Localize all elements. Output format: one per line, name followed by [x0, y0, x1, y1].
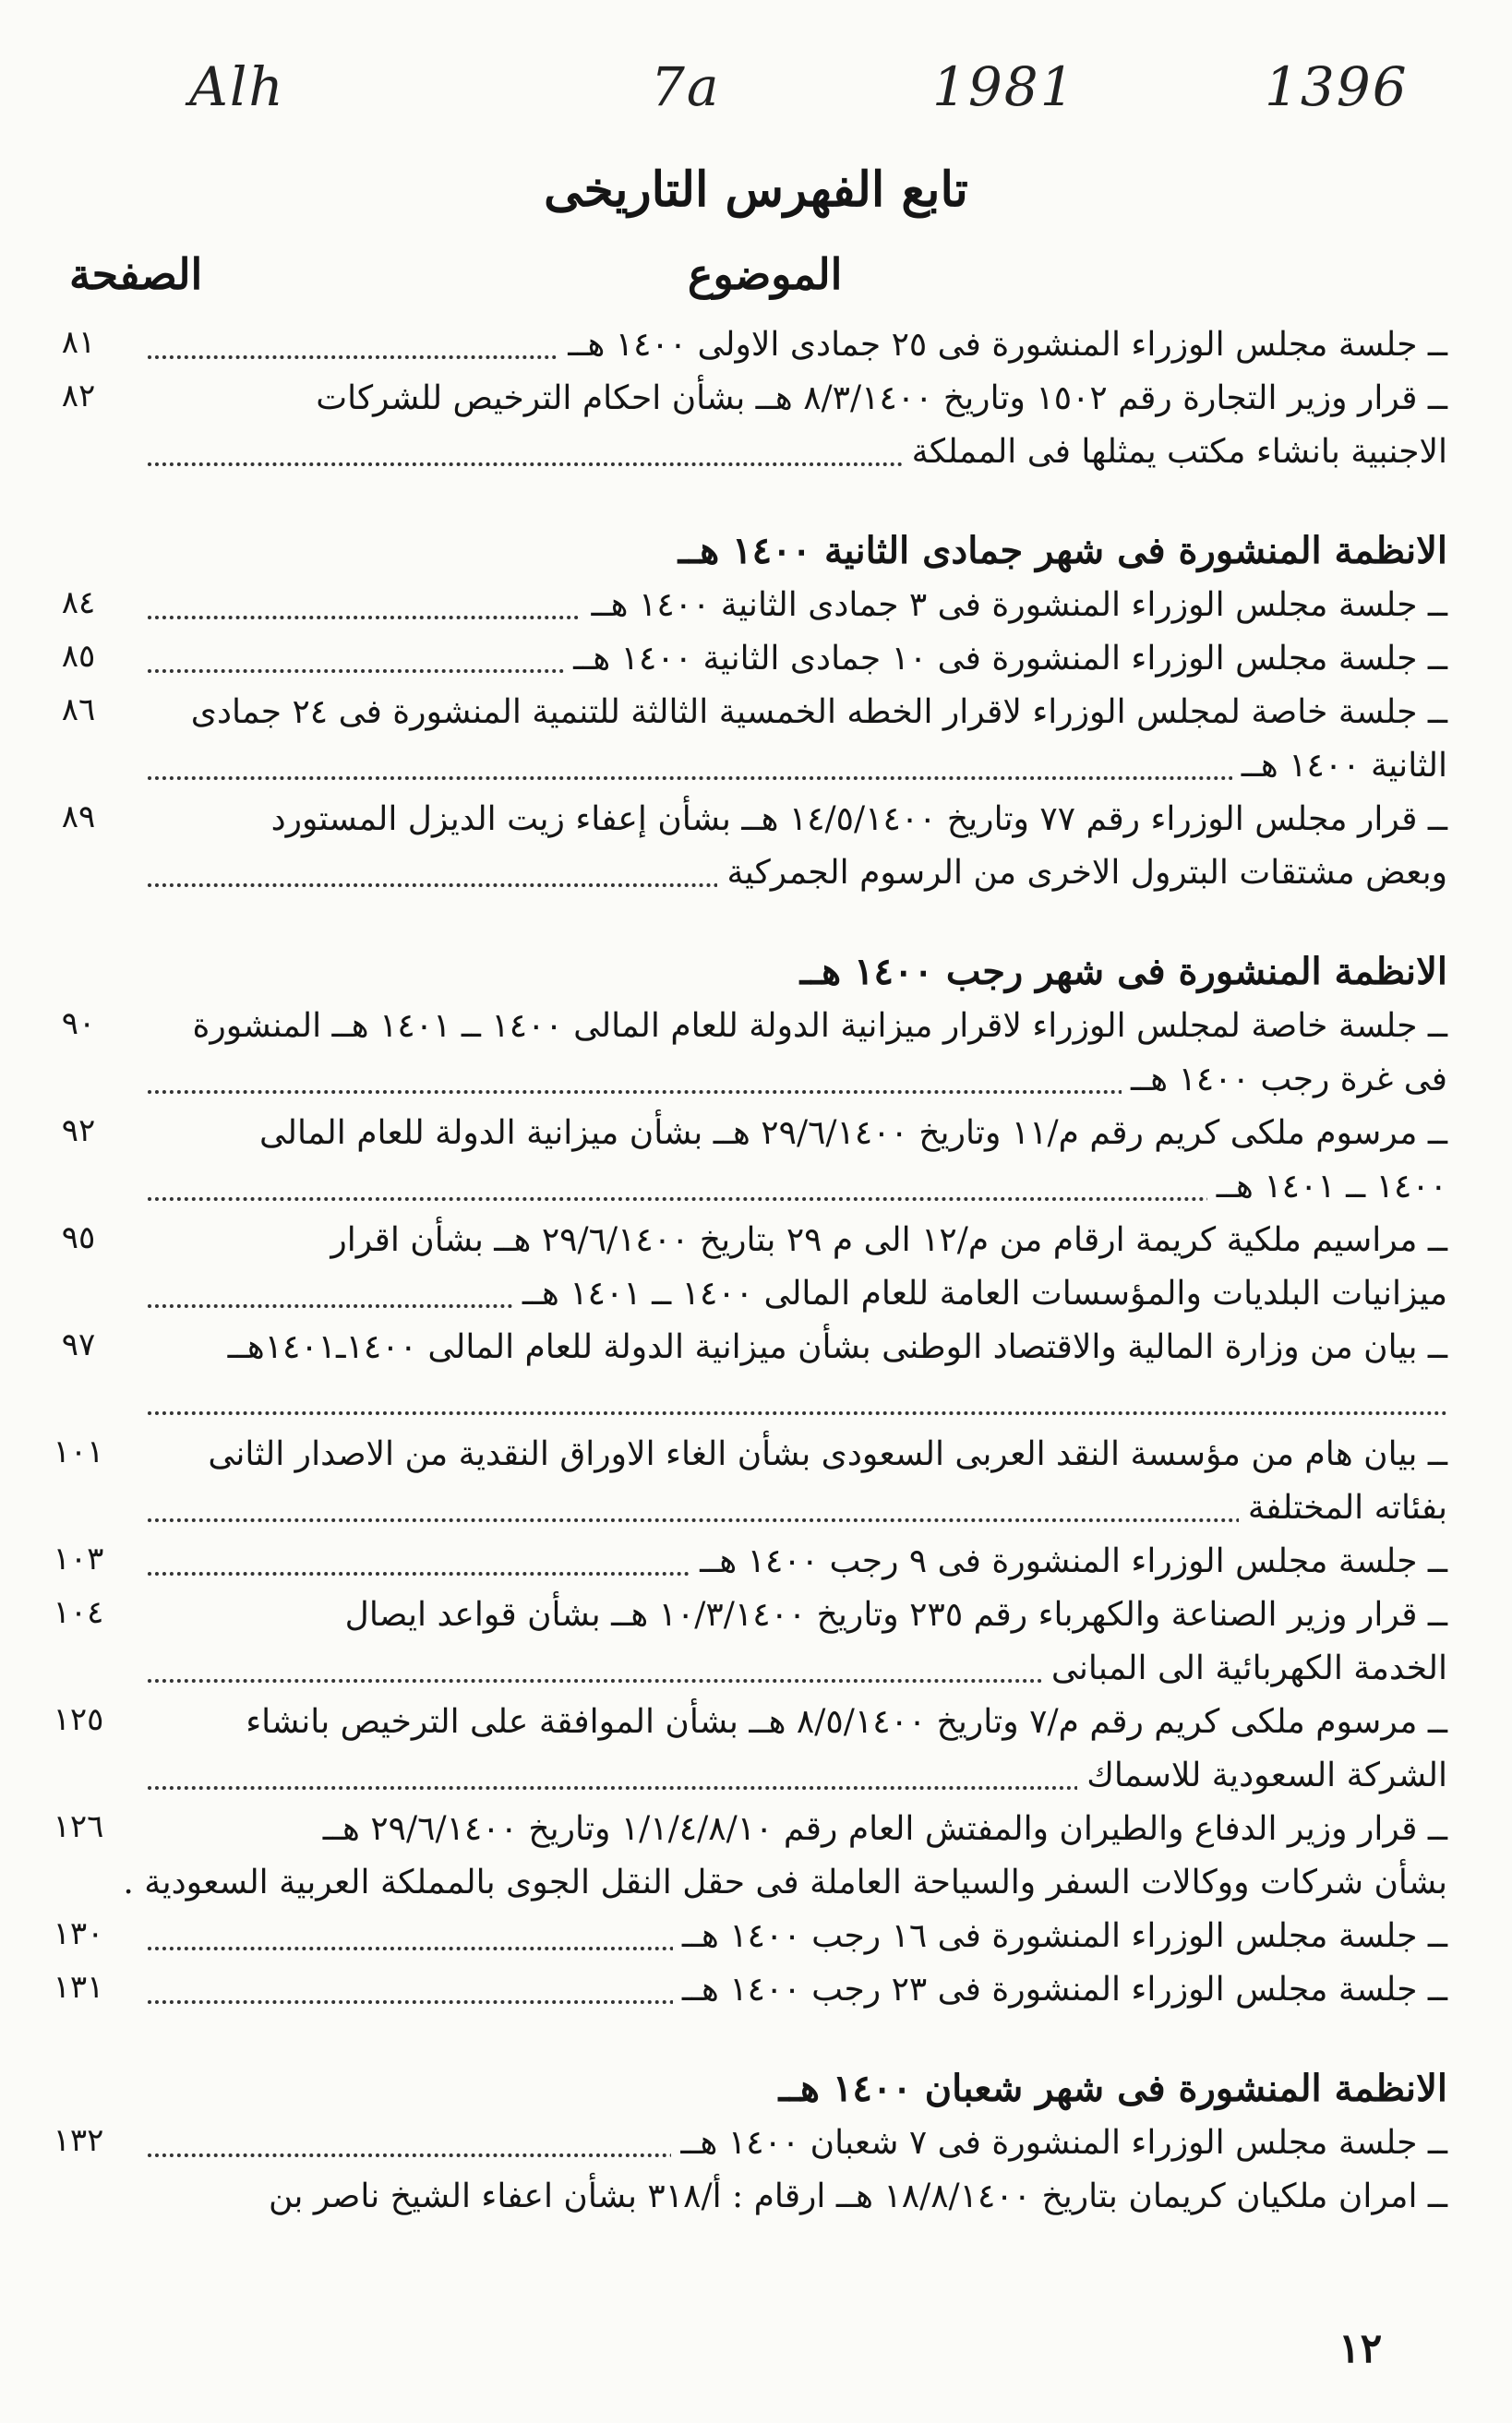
- index-entry: [0, 372, 1512, 479]
- entry-text: ــ قرار وزير الصناعة والكهرباء رقم ٢٣٥ وتاريخ ١٠/٣/١٤٠٠ هــ بشأن قواعد ايصال: [344, 1596, 1447, 1634]
- entry-text: ــ جلسة مجلس الوزراء المنشورة فى ١٦ رجب ١٤٠٠ هــ: [673, 1910, 1447, 1963]
- index-entry: [0, 1963, 1512, 2017]
- entry-text: ــ قرار مجلس الوزراء رقم ٧٧ وتاريخ ١٤/٥/١٤٠٠ هــ بشأن إعفاء زيت الديزل المستورد: [270, 800, 1447, 838]
- index-section: [0, 2061, 1512, 2224]
- index-entry: [0, 793, 1512, 900]
- entry-text: ــ جلسة مجلس الوزراء المنشورة فى ٩ رجب ١٤٠٠ هــ: [690, 1535, 1447, 1589]
- entry-text: ــ بيان من وزارة المالية والاقتصاد الوطنى بشأن ميزانية الدولة للعام المالى ١٤٠٠ـ١٤٠١هــ: [227, 1328, 1447, 1366]
- entry-page-number: ٩٧: [61, 1326, 96, 1363]
- entry-page-number: ٩٠: [61, 1005, 96, 1042]
- entry-page-number: ٩٢: [61, 1112, 96, 1149]
- index-entry: [0, 632, 1512, 686]
- entry-text: ١٤٠٠ ــ ١٤٠١ هــ: [1207, 1160, 1447, 1214]
- entry-page-number: ١٢٦: [53, 1808, 104, 1845]
- entry-text: بفئاته المختلفة: [1239, 1481, 1447, 1535]
- handwritten-annotation: 1981: [932, 55, 1076, 118]
- index-section: [0, 944, 1512, 2017]
- entry-text: ــ جلسة خاصة لمجلس الوزراء لاقرار الخطه الخمسية الثالثة للتنمية المنشورة فى ٢٤ جمادى: [190, 693, 1447, 731]
- section-heading: الانظمة المنشورة فى شهر شعبان ١٤٠٠ هــ: [778, 2067, 1447, 2110]
- entry-page-number: ١٣١: [53, 1969, 104, 2006]
- entry-text: ــ مرسوم ملكى كريم رقم م/١١ وتاريخ ٢٩/٦/١٤٠٠ هــ بشأن ميزانية الدولة للعام المالى: [259, 1114, 1447, 1152]
- entry-text: ــ مراسيم ملكية كريمة ارقام من م/١٢ الى م ٢٩ بتاريخ ٢٩/٦/١٤٠٠ هــ بشأن اقرار: [330, 1221, 1447, 1259]
- index-entry: [0, 1696, 1512, 1803]
- entry-page-number: ٨٥: [61, 638, 96, 675]
- entry-text: ــ جلسة مجلس الوزراء المنشورة فى ٣ جمادى الثانية ١٤٠٠ هــ: [582, 579, 1447, 632]
- entry-text: الشركة السعودية للاسماك: [1077, 1749, 1447, 1803]
- index-entry: [0, 2170, 1512, 2224]
- dot-leader: [148, 1411, 1447, 1415]
- page-title: تابع الفهرس التاريخى: [544, 162, 968, 218]
- entry-page-number: ٩٥: [61, 1219, 96, 1256]
- entry-text: ــ مرسوم ملكى كريم رقم م/٧ وتاريخ ٨/٥/١٤٠٠ هــ بشأن الموافقة على الترخيص بانشاء: [246, 1703, 1447, 1741]
- index-section: [0, 318, 1512, 479]
- entry-text: فى غرة رجب ١٤٠٠ هــ: [1122, 1053, 1447, 1107]
- entry-text: ــ جلسة خاصة لمجلس الوزراء لاقرار ميزانية الدولة للعام المالى ١٤٠٠ ــ ١٤٠١ هــ المنشورة: [192, 1007, 1447, 1045]
- entry-text: الخدمة الكهربائية الى المبانى: [1042, 1642, 1447, 1696]
- index-entry: [0, 1428, 1512, 1535]
- index-entry: [0, 1214, 1512, 1321]
- handwritten-annotation: 1396: [1265, 55, 1409, 118]
- entry-text: ــ قرار وزير الدفاع والطيران والمفتش العام رقم ١/١/٤/٨/١٠ وتاريخ ٢٩/٦/١٤٠٠ هــ: [322, 1810, 1447, 1848]
- index-entry: [0, 1107, 1512, 1214]
- index-entry: [0, 686, 1512, 793]
- entry-page-number: ١٠١: [53, 1433, 104, 1470]
- entry-page-number: ١٠٣: [53, 1541, 104, 1577]
- index-section: [0, 523, 1512, 900]
- index-entries: [0, 318, 1512, 2224]
- entry-text: وبعض مشتقات البترول الاخرى من الرسوم الجمركية: [717, 846, 1447, 900]
- entry-page-number: ١٣٠: [53, 1915, 104, 1952]
- entry-text: ــ بيان هام من مؤسسة النقد العربى السعودى بشأن الغاء الاوراق النقدية من الاصدار الثانى: [208, 1435, 1447, 1473]
- page-number: ١٢: [1338, 2325, 1383, 2372]
- entry-text: ميزانيات البلديات والمؤسسات العامة للعام المالى ١٤٠٠ ــ ١٤٠١ هــ: [513, 1267, 1447, 1321]
- index-entry: [0, 1000, 1512, 1107]
- entry-page-number: ١٠٤: [53, 1594, 104, 1631]
- index-entry: [0, 318, 1512, 372]
- entry-page-number: ١٣٢: [53, 2122, 104, 2159]
- index-entry: [0, 2117, 1512, 2170]
- entry-page-number: ٨٢: [61, 378, 96, 414]
- index-entry: [0, 1535, 1512, 1589]
- index-entry: [0, 1803, 1512, 1910]
- entry-text: ــ جلسة مجلس الوزراء المنشورة فى ٢٣ رجب ١٤٠٠ هــ: [673, 1963, 1447, 2017]
- entry-text: الثانية ١٤٠٠ هــ: [1232, 739, 1447, 793]
- index-entry: [0, 1321, 1512, 1428]
- entry-page-number: ٨١: [61, 324, 96, 361]
- handwritten-annotation: Alh: [189, 55, 285, 118]
- entry-text: ــ جلسة مجلس الوزراء المنشورة فى ١٠ جمادى الثانية ١٤٠٠ هــ: [564, 632, 1447, 686]
- entry-text: ــ امران ملكيان كريمان بتاريخ ١٨/٨/١٤٠٠ هــ ارقام : أ/٣١٨ بشأن اعفاء الشيخ ناصر بن: [269, 2177, 1447, 2215]
- section-heading: الانظمة المنشورة فى شهر رجب ١٤٠٠ هــ: [799, 950, 1447, 993]
- entry-text: ــ جلسة مجلس الوزراء المنشورة فى ٢٥ جمادى الاولى ١٤٠٠ هــ: [558, 318, 1447, 372]
- entry-text: الاجنبية بانشاء مكتب يمثلها فى المملكة: [903, 426, 1447, 479]
- entry-page-number: ١٢٥: [53, 1701, 104, 1738]
- handwritten-annotation: 7a: [651, 55, 721, 118]
- page-column-header: الصفحة: [69, 249, 203, 299]
- subject-column-header: الموضوع: [688, 249, 843, 299]
- entry-page-number: ٨٦: [61, 691, 96, 728]
- index-entry: [0, 1910, 1512, 1963]
- index-entry: [0, 1589, 1512, 1696]
- section-heading: الانظمة المنشورة فى شهر جمادى الثانية ١٤٠٠ هــ: [678, 529, 1447, 572]
- entry-text: ــ جلسة مجلس الوزراء المنشورة فى ٧ شعبان ١٤٠٠ هــ: [671, 2117, 1447, 2170]
- entry-text: بشأن شركات ووكالات السفر والسياحة العاملة فى حقل النقل الجوى بالمملكة العربية السعودية .: [114, 1856, 1447, 1910]
- entry-page-number: ٨٩: [61, 798, 96, 835]
- entry-page-number: ٨٤: [61, 584, 96, 621]
- index-entry: [0, 579, 1512, 632]
- entry-text: ــ قرار وزير التجارة رقم ١٥٠٢ وتاريخ ٨/٣/١٤٠٠ هــ بشأن احكام الترخيص للشركات: [316, 379, 1447, 417]
